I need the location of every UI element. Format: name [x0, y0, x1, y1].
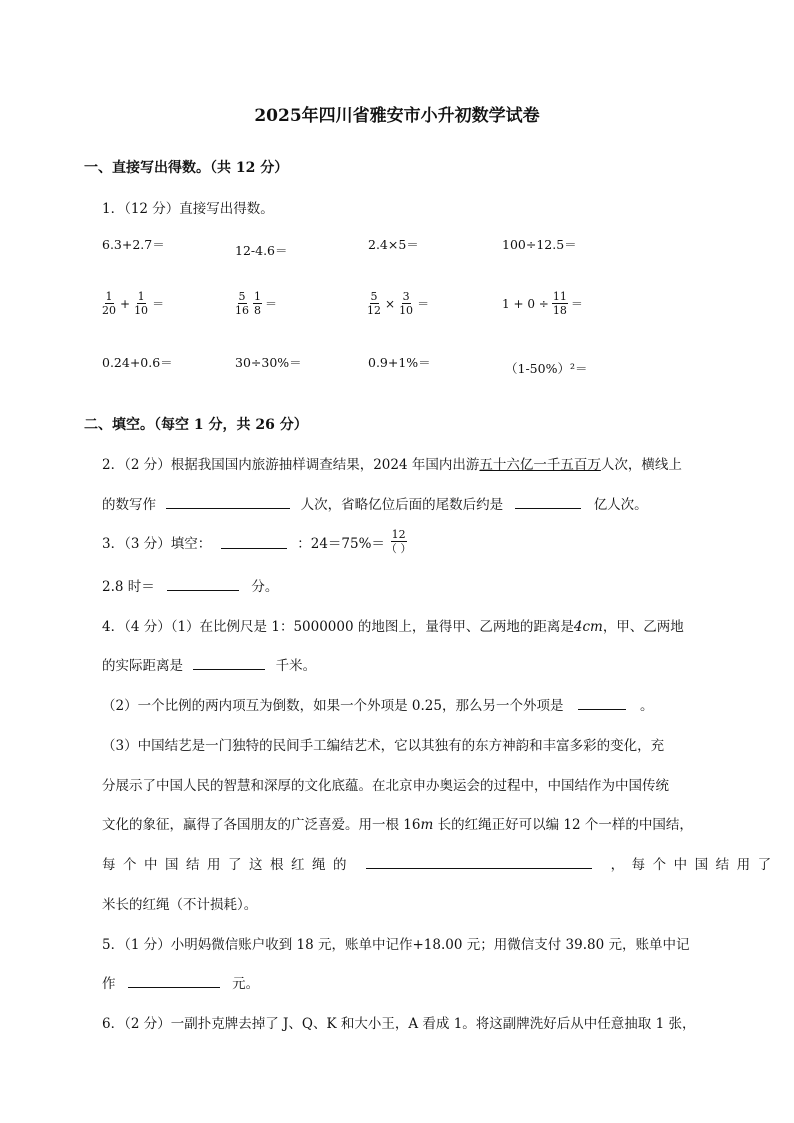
q3-line1: 3．（3 分）填空： ：24＝75%＝ $\frac{12}{( )}$: [102, 528, 412, 555]
calc-item: 30÷30%＝: [235, 355, 302, 370]
q4-line2: 的实际距离是 千米。: [102, 654, 316, 674]
fraction: $\frac{3}{10}$: [399, 290, 414, 317]
calc-item: 100÷12.5＝: [502, 237, 577, 252]
fraction: $\frac{1}{20}$: [102, 290, 116, 317]
fraction: $\frac{1}{10}$: [134, 290, 149, 317]
fraction: $\frac{1}{8}$: [254, 290, 261, 317]
fraction: $\frac{11}{18}$: [552, 290, 567, 317]
q3-line2: 2.8 时＝ 分。: [102, 575, 278, 595]
q4-part3-line3: 文化的象征，赢得了各国朋友的广泛喜爱。用一根 16m 长的红绳正好可以编 12 个一样的中国结，: [102, 817, 693, 833]
underlined-number: 五十六亿一千五百万: [479, 457, 601, 473]
answer-blank[interactable]: [166, 494, 290, 509]
q5-line2: 作 元。: [102, 972, 259, 992]
section2-heading: 二、填空。（每空 1 分，共 26 分）: [84, 417, 308, 433]
calc-item: 12-4.6＝: [235, 243, 288, 258]
fraction-expression: $\frac{1}{20}$ + $\frac{1}{10}$ ＝: [102, 290, 165, 317]
q4-part3-line2: 分展示了中国人民的智慧和深厚的文化底蕴。在北京申办奥运会的过程中，中国结作为中国传统: [102, 778, 669, 794]
calc-item: 0.9+1%＝: [368, 355, 431, 370]
q4-part3-line5: 米长的红绳（不计损耗）。: [102, 897, 258, 913]
calc-item: 6.3+2.7＝: [102, 237, 165, 252]
answer-blank[interactable]: [515, 494, 581, 509]
q2-line2: 的数写作 人次，省略亿位后面的尾数后约是 亿人次。: [102, 493, 648, 513]
q6-line1: 6．（2 分）一副扑克牌去掉了 J、Q、K 和大小王，A 看成 1。将这副牌洗好后从中任意抽取 1 张，: [102, 1016, 696, 1032]
answer-blank[interactable]: [366, 854, 592, 869]
q4-line1: 4．（4 分）（1）在比例尺是 1：5000000 的地图上，量得甲、乙两地的距离是4cm，甲、乙两地: [102, 619, 684, 635]
answer-blank[interactable]: [578, 695, 626, 710]
q2-line1: 2．（2 分）根据我国国内旅游抽样调查结果，2024 年国内出游五十六亿一千五百万人次，横线上: [102, 457, 682, 473]
answer-blank[interactable]: [193, 655, 265, 670]
page-title: 2025年四川省雅安市小升初数学试卷: [254, 106, 540, 126]
calc-item: （1-50%）²＝: [505, 361, 588, 376]
fraction-expression: 1 + 0 ÷ $\frac{11}{18}$ ＝: [502, 290, 583, 317]
answer-blank[interactable]: [221, 534, 287, 549]
answer-blank[interactable]: [128, 973, 220, 988]
q5-line1: 5．（1 分）小明妈微信账户收到 18 元，账单中记作+18.00 元；用微信支付 39.80 元，账单中记: [102, 937, 690, 953]
q4-part3-line1: （3）中国结艺是一门独特的民间手工编结艺术，它以其独有的东方神韵和丰富多彩的变化，充: [102, 738, 665, 754]
answer-blank[interactable]: [167, 576, 239, 591]
q1-stem: 1．（12 分）直接写出得数。: [102, 201, 274, 217]
fraction: $\frac{5}{16}$: [235, 290, 249, 317]
section1-heading: 一、直接写出得数。（共 12 分）: [84, 160, 289, 176]
q4-part2: （2）一个比例的两内项互为倒数，如果一个外项是 0.25，那么另一个外项是 。: [102, 694, 654, 714]
fraction-expression: $\frac{5}{16}$ $\frac{1}{8}$ ＝: [235, 290, 278, 317]
fraction-expression: $\frac{5}{12}$ × $\frac{3}{10}$ ＝: [367, 290, 430, 317]
calc-item: 2.4×5＝: [368, 237, 419, 252]
fraction: $\frac{12}{( )}$: [385, 528, 412, 555]
q4-part3-line4: 每个中国结用了这根红绳的 ，每个中国结用了: [102, 853, 779, 873]
calc-item: 0.24+0.6＝: [102, 355, 173, 370]
fraction: $\frac{5}{12}$: [367, 290, 381, 317]
